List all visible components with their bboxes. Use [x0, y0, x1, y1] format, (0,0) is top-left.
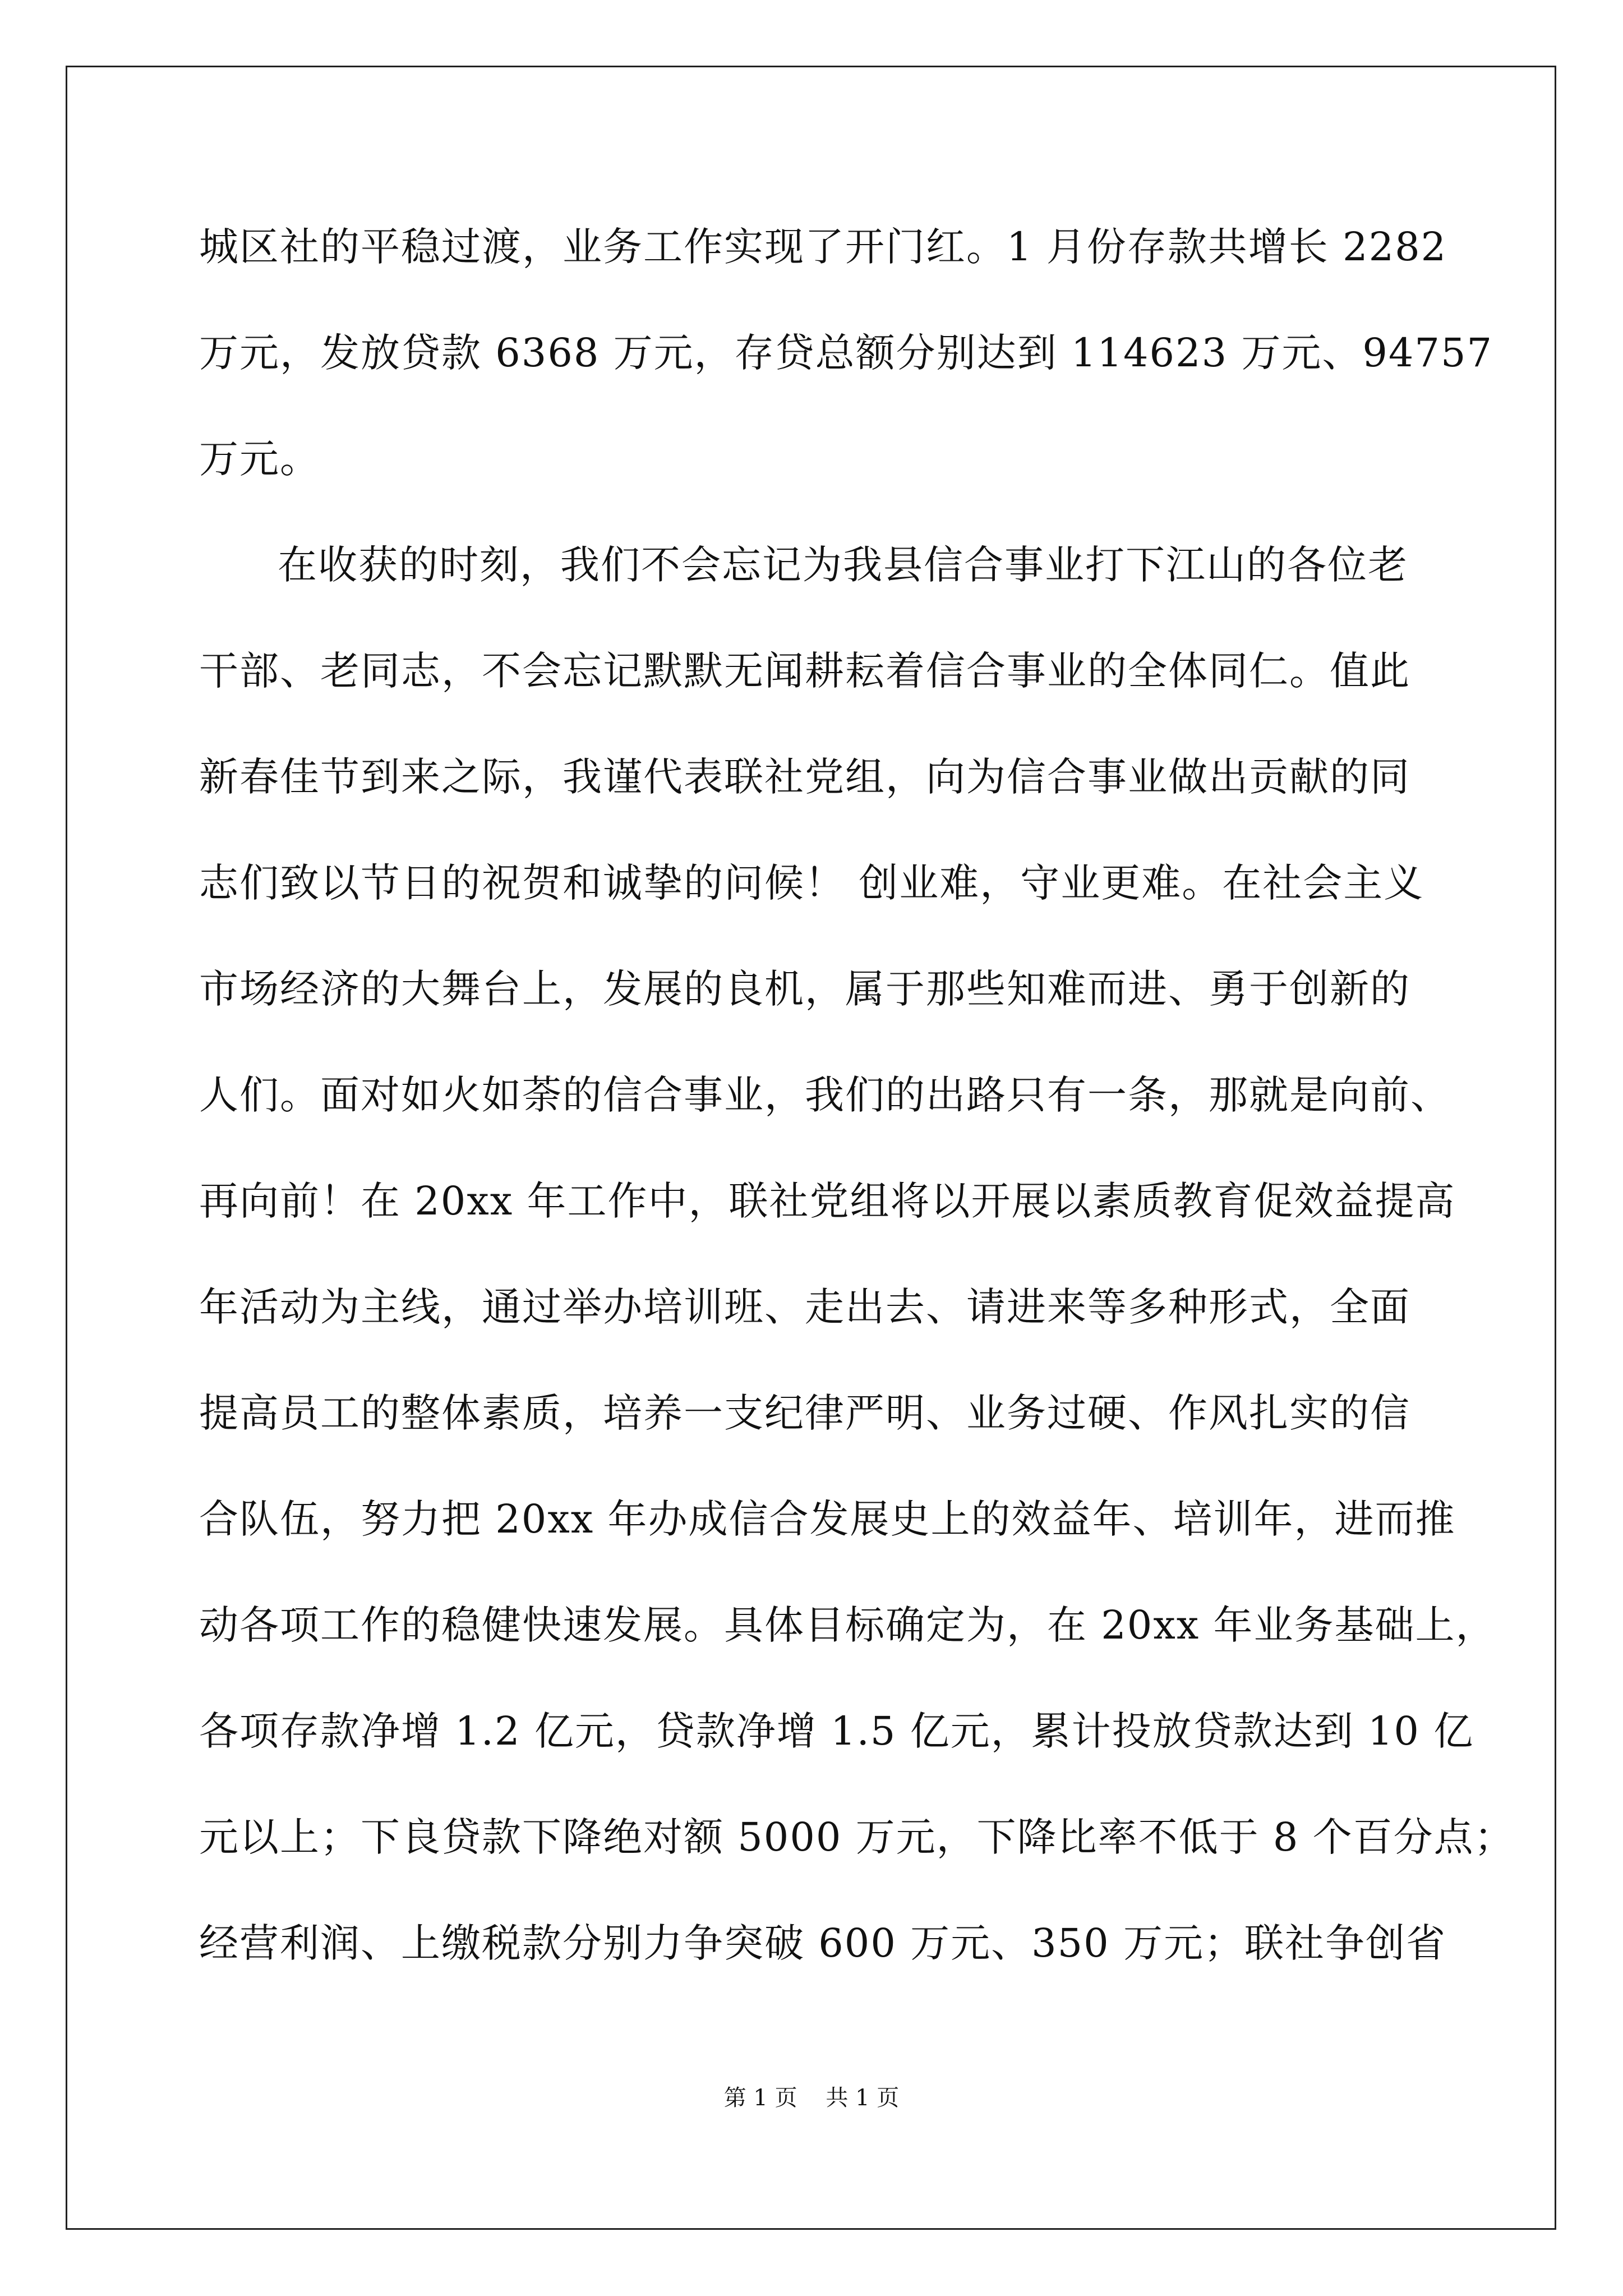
paragraph-first-line: 在收获的时刻，我们不会忘记为我县信合事业打下江山的各位老 [278, 542, 1408, 588]
text-line: 各项存款净增 1.2 亿元，贷款净增 1.5 亿元，累计投放贷款达到 10 亿 [199, 1708, 1474, 1754]
text-line: 人们。面对如火如荼的信合事业，我们的出路只有一条，那就是向前、 [199, 1072, 1451, 1118]
text-line: 合队伍，努力把 20xx 年办成信合发展史上的效益年、培训年，进而推 [199, 1496, 1456, 1542]
text-line: 再向前！在 20xx 年工作中，联社党组将以开展以素质教育促效益提高 [199, 1178, 1456, 1224]
text-line: 万元。 [199, 436, 320, 482]
text-line: 万元，发放贷款 6368 万元，存贷总额分别达到 114623 万元、94757 [199, 330, 1493, 376]
text-line: 城区社的平稳过渡，业务工作实现了开门红。1 月份存款共增长 2282 [199, 224, 1447, 270]
text-line: 干部、老同志，不会忘记默默无闻耕耘着信合事业的全体同仁。值此 [199, 648, 1410, 694]
text-line: 提高员工的整体素质，培养一支纪律严明、业务过硬、作风扎实的信 [199, 1390, 1410, 1436]
text-line: 市场经济的大舞台上，发展的良机，属于那些知难而进、勇于创新的 [199, 966, 1410, 1012]
page-footer: 第 1 页 共 1 页 [723, 2085, 900, 2111]
text-line: 年活动为主线，通过举办培训班、走出去、请进来等多种形式，全面 [199, 1284, 1410, 1330]
text-line: 志们致以节日的祝贺和诚挚的问候！ 创业难，守业更难。在社会主义 [199, 860, 1424, 906]
page-border [66, 66, 1556, 2230]
text-line: 新春佳节到来之际，我谨代表联社党组，向为信合事业做出贡献的同 [199, 754, 1410, 800]
text-line: 动各项工作的稳健快速发展。具体目标确定为，在 20xx 年业务基础上， [199, 1602, 1496, 1648]
text-line: 经营利润、上缴税款分别力争突破 600 万元、350 万元；联社争创省 [199, 1920, 1446, 1966]
text-line: 元以上；下良贷款下降绝对额 5000 万元，下降比率不低于 8 个百分点； [199, 1814, 1515, 1860]
